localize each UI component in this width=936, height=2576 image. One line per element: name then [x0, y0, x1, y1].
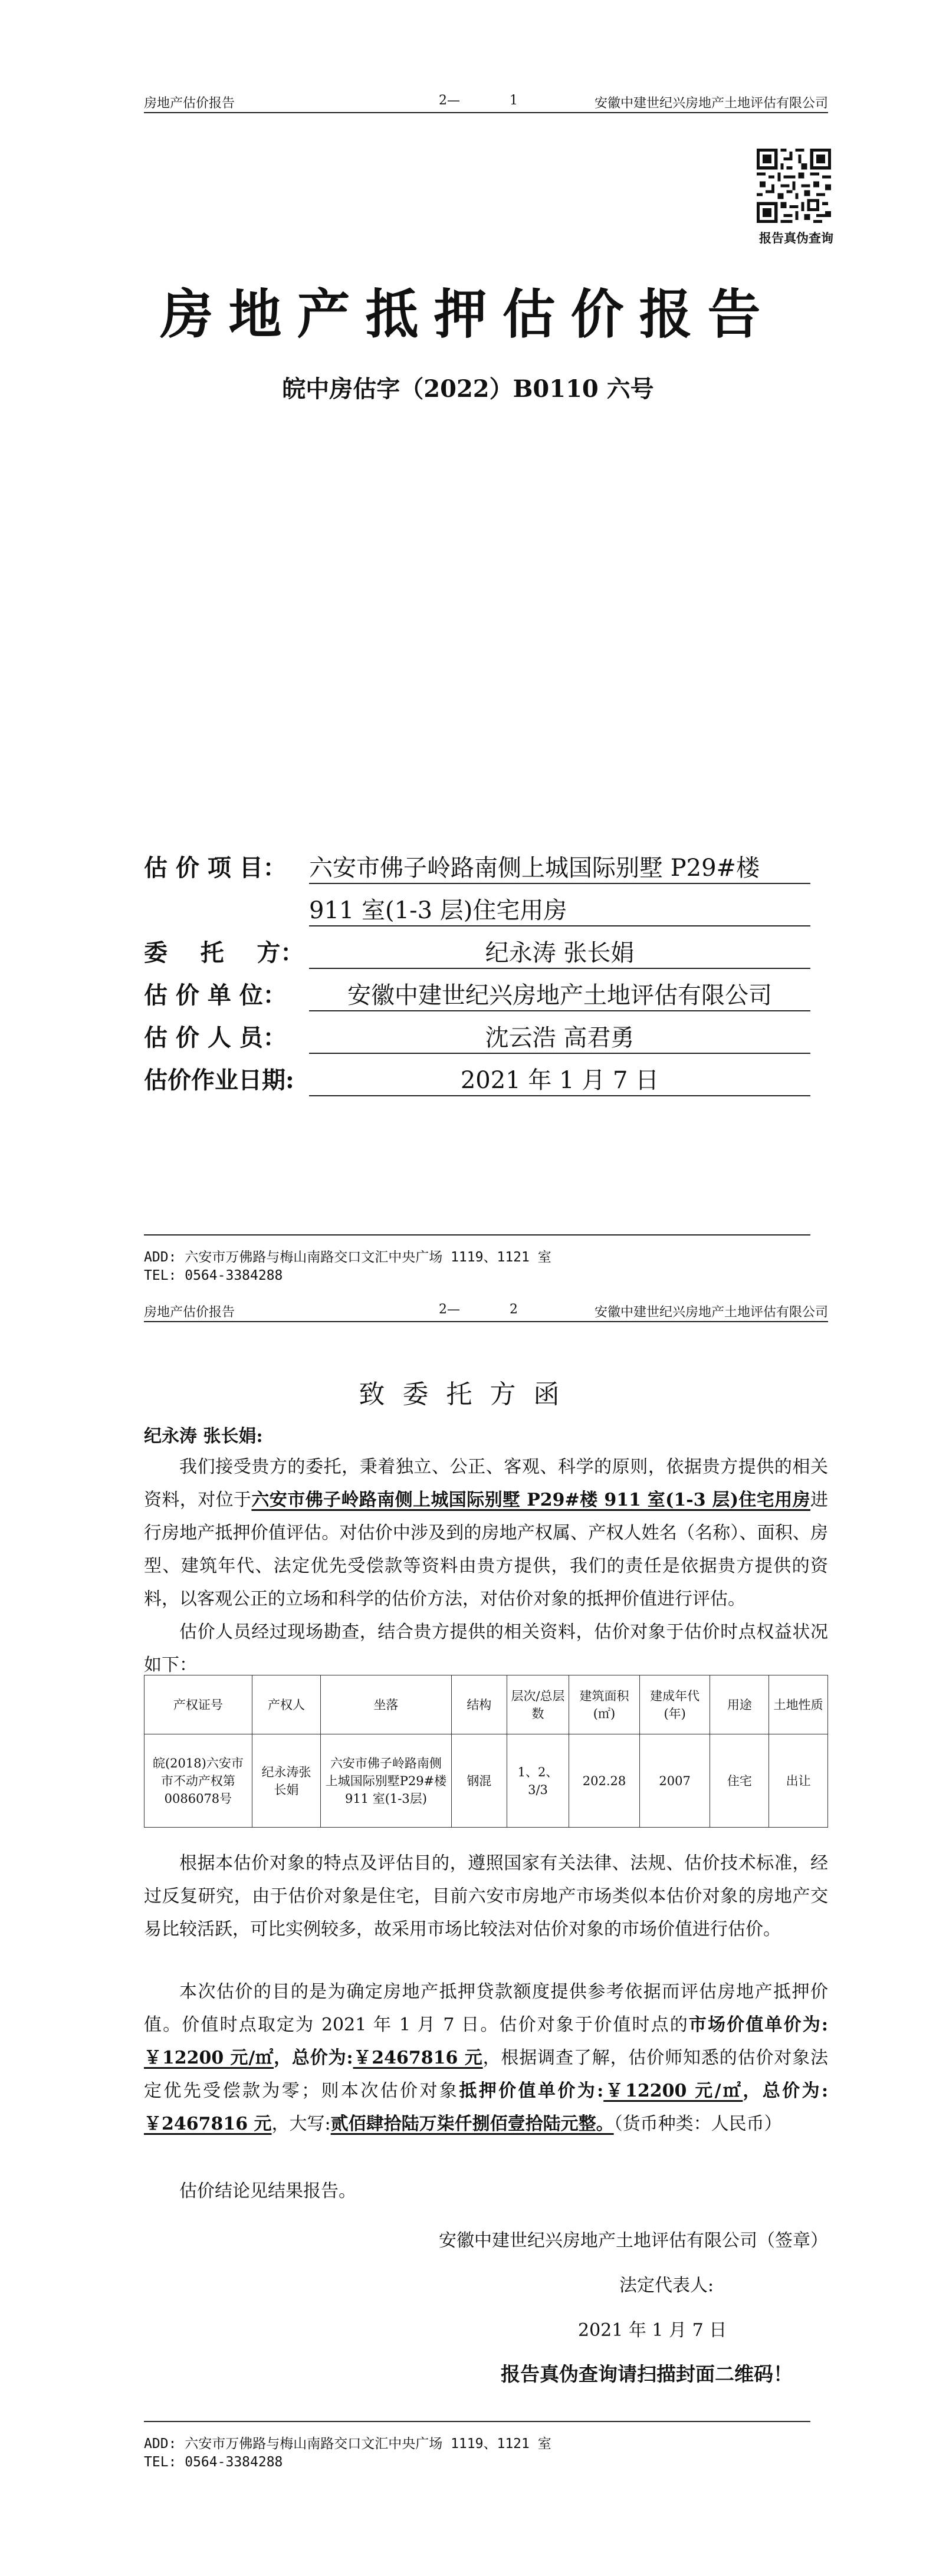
header-page-number: 1 — [510, 93, 518, 108]
page-footer — [144, 1234, 810, 1283]
letter-paragraph-status: 估价人员经过现场勘查，结合贵方提供的相关资料，估价对象于估价时点权益状况如下： — [144, 1622, 828, 1675]
qr-caption: 报告真伪查询 — [759, 231, 833, 245]
page-header — [144, 1297, 828, 1322]
letter-paragraph-method: 根据本估价对象的特点及评估目的，遵照国家有关法律、法规、估价技术标准，经过反复研究，由于估价对象是住宅，目前六安市房地产市场类似本估价对象的房地产交易比较活跃，可比实例较多，故采用市场比较法对估价对象的市场价值进行估价。 — [144, 1853, 828, 1940]
table-row — [144, 1734, 828, 1828]
market-unit-price-label: 市场价值单价为: — [688, 2015, 828, 2035]
report-title: 房地产抵押估价报告 — [160, 283, 776, 346]
table-header-cell: 结构 — [451, 1675, 507, 1734]
table-cell: 2007 — [639, 1734, 710, 1828]
qr-code-icon[interactable] — [757, 149, 831, 223]
footer-address: ADD: 六安市万佛路与梅山南路交口文汇中央广场 1119、1121 室 — [144, 1250, 551, 1265]
letter-paragraph-intro — [144, 1451, 828, 1616]
header-page-prefix: 2— — [439, 1302, 460, 1317]
table-header-cell: 层次/总层数 — [507, 1675, 569, 1734]
para4-text: 本次估价的目的是为确定房地产抵押贷款额度提供参考依据而评估房地产抵押价值。价值时点取定为 2021 年 1 月 7 日。估价对象于价值时点的 — [144, 1982, 828, 2035]
table-header-row — [144, 1675, 828, 1734]
property-address: 六安市佛子岭路南侧上城国际别墅 P29#楼 911 室(1-3 层)住宅用房 — [251, 1490, 811, 1510]
mortgage-unit-price: ￥12200 元/㎡ — [603, 2081, 743, 2101]
table-cell: 纪永涛张长娟 — [252, 1734, 320, 1828]
table-header-cell: 坐落 — [321, 1675, 452, 1734]
table-header-cell: 建筑面积(㎡) — [569, 1675, 640, 1734]
header-report-name: 房地产估价报告 — [144, 96, 235, 111]
legal-representative: 法定代表人: — [619, 2275, 714, 2296]
document-number: 皖中房估字（2022）B0110 六号 — [282, 375, 654, 403]
verification-notice: 报告真伪查询请扫描封面二维码！ — [501, 2363, 793, 2386]
footer-tel: TEL: 0564-3384288 — [144, 1268, 283, 1283]
header-page-number: 2 — [510, 1302, 518, 1317]
staff-label: 估 价 人 员： — [144, 1024, 287, 1052]
mortgage-total-price: ￥2467816 元 — [144, 2114, 272, 2134]
table-header-cell: 土地性质 — [769, 1675, 828, 1734]
capital-amount-label: ，大写: — [271, 2114, 331, 2134]
footer-tel: TEL: 0564-3384288 — [144, 2455, 283, 2470]
project-value-line1: 六安市佛子岭路南侧上城国际别墅 P29#楼 — [309, 849, 810, 884]
mortgage-total-label: ，总价为: — [743, 2081, 829, 2101]
header-page-prefix: 2— — [439, 93, 460, 108]
market-total-label: ，总价为: — [274, 2048, 353, 2068]
para1-text: 我们接受贵方的委托，秉着独立、公正、客观、科学的原则，依据贵方提供的相关资料，对位于 — [144, 1457, 828, 1510]
table-header-cell: 产权人 — [252, 1675, 320, 1734]
staff-value: 沈云浩 高君勇 — [309, 1019, 810, 1054]
page-footer — [144, 2421, 810, 2470]
company-signature: 安徽中建世纪兴房地产土地评估有限公司（签章） — [439, 2230, 828, 2251]
header-company-name: 安徽中建世纪兴房地产土地评估有限公司 — [594, 96, 828, 111]
mortgage-unit-price-label: 抵押价值单价为: — [459, 2081, 604, 2101]
table-cell: 住宅 — [710, 1734, 769, 1828]
letter-title: 致委托方函 — [359, 1379, 577, 1409]
table-cell: 出让 — [769, 1734, 828, 1828]
page-header — [144, 88, 828, 113]
table-cell: 202.28 — [569, 1734, 640, 1828]
para4-text-cont: ，根据调查了解，估价师知悉的估价对象法定优先受偿款为零；则本次估价对象 — [144, 2048, 829, 2101]
project-label: 估 价 项 目： — [144, 854, 287, 882]
table-header-cell: 用途 — [710, 1675, 769, 1734]
table-header-cell: 建成年代(年) — [639, 1675, 710, 1734]
table-cell: 六安市佛子岭路南侧上城国际别墅P29#楼 911 室(1-3层) — [321, 1734, 452, 1828]
table-cell: 钢混 — [451, 1734, 507, 1828]
letter-paragraph-conclusion: 估价结论见结果报告。 — [179, 2181, 356, 2202]
letter-page — [0, 1297, 936, 2576]
header-report-name: 房地产估价报告 — [144, 1305, 235, 1320]
property-table — [144, 1675, 828, 1828]
table-cell: 皖(2018)六安市市不动产权第0086078号 — [144, 1734, 252, 1828]
capital-amount: 贰佰肆拾陆万柒仟捌佰壹拾陆元整。 — [330, 2114, 614, 2134]
table-cell: 1、2、3/3 — [507, 1734, 569, 1828]
letter-paragraph-value — [144, 1976, 828, 2141]
client-label: 委 托 方： — [144, 939, 304, 967]
unit-label: 估 价 单 位： — [144, 981, 287, 1009]
date-value: 2021 年 1 月 7 日 — [309, 1062, 810, 1096]
market-total-price: ￥2467816 元 — [353, 2048, 483, 2068]
market-unit-price: ￥12200 元/㎡ — [144, 2048, 274, 2068]
date-label: 估价作业日期: — [144, 1066, 294, 1094]
project-value-line2: 911 室(1-3 层)住宅用房 — [309, 892, 810, 926]
footer-address: ADD: 六安市万佛路与梅山南路交口文汇中央广场 1119、1121 室 — [144, 2436, 551, 2452]
unit-value: 安徽中建世纪兴房地产土地评估有限公司 — [309, 977, 810, 1011]
para1-text-cont: 进行房地产抵押价值评估。对估价中涉及到的房地产权属、产权人姓名（名称）、面积、房型、建筑年代、法定优先受偿款等资料由贵方提供，我们的责任是依据贵方提供的资料，以客观公正的立场和科学的估价方法，对估价对象的抵押价值进行评估。 — [144, 1490, 829, 1609]
client-value: 纪永涛 张长娟 — [309, 934, 810, 969]
letter-salutation: 纪永涛 张长娟: — [144, 1426, 263, 1447]
currency-note: （货币种类：人民币） — [613, 2114, 782, 2134]
table-header-cell: 产权证号 — [144, 1675, 252, 1734]
header-company-name: 安徽中建世纪兴房地产土地评估有限公司 — [594, 1305, 828, 1320]
signature-date: 2021 年 1 月 7 日 — [578, 2320, 727, 2341]
